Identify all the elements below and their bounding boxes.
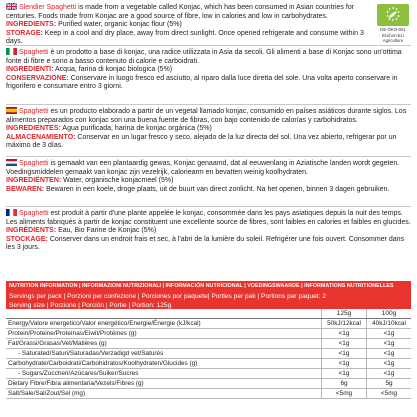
eu-organic-logo (375, 4, 411, 43)
nutrient-label: Salt/Sale/Sal/Zout/Sel (mg) (6, 389, 322, 399)
value-100g: 40kJ/10kcal (367, 319, 412, 329)
value-125g: 50kJ/12kcal (322, 319, 367, 329)
lang-block-nl (6, 159, 411, 194)
eu-cert-text: EU/non-EU Agriculture (382, 33, 404, 43)
uk-flag-icon (6, 3, 17, 10)
storage-text: Keep in a cool and dry place, away from direct sunlight. Once opened refrigerate and consume within 3 days. (6, 29, 364, 46)
table-row (6, 329, 411, 339)
spain-flag-icon (6, 107, 17, 114)
column-header-125g: 125g (322, 309, 367, 319)
value-125g: <5mg (322, 389, 367, 399)
divider (6, 156, 411, 157)
ingredients-label: INGREDIËNTEN: (6, 177, 62, 185)
divider (6, 206, 411, 207)
storage-label: STOCKAGE: (6, 235, 48, 243)
ingredients-label: INGREDIENTES: (6, 125, 61, 133)
nutrition-title: NUTRITION INFORMATION | INFORMAZIONI NUTRIZIONALI | INFORMACIÓN NUTRICIONAL | VOEDINGSWAARDE | INFORMATIONS NUTRITIONELLES (9, 283, 394, 289)
nutrient-label: - Saturated/Saturi/Saturadas/Verzadigd vet/Saturés (6, 349, 322, 359)
ingredients-label: INGRÉDIENTS: (6, 227, 57, 235)
brand-name: Spaghetti (19, 210, 49, 217)
value-100g: <1g (367, 369, 412, 379)
ingredients-text: Water, organische konjacmeel (5%) (61, 177, 174, 185)
value-125g: 6g (322, 379, 367, 389)
value-125g: <1g (322, 329, 367, 339)
ingredients-text: Acqua, farina di konjac biologica (5%) (53, 66, 173, 74)
servings-per-pack: Servings per pack | Porzioni per confezione | Porciones por paquete| Porties per pak | Portions par paquet: 2 (9, 293, 326, 300)
table-row (6, 369, 411, 379)
table-row (6, 349, 411, 359)
nutrient-label: Fat/Grassi/Grasas/Vet/Matières (g) (6, 339, 322, 349)
ingredients-text: Purified water, organic konjac flour (5%) (56, 21, 182, 29)
storage-text: Conserver dans un endroit frais et sec, à l'abri de la lumière du soleil. Refrigérer une fois ouvert. Consommer dans les 3 jours. (6, 235, 405, 252)
divider (6, 104, 411, 105)
storage-label: STORAGE: (6, 29, 43, 37)
storage-label: BEWAREN: (6, 185, 45, 193)
lang-block-fr (6, 209, 411, 253)
ingredients-label: INGREDIENTI: (6, 66, 54, 74)
serving-size: Serving size | Porzione | Porción | Portie | Portion: 125g (9, 302, 172, 309)
ingredients-text: Agua purificada, harina de konjac orgánica (5%) (60, 125, 212, 133)
value-100g: 5g (367, 379, 412, 389)
table-row (6, 359, 411, 369)
lang-block-es (6, 107, 411, 151)
value-125g: <1g (322, 339, 367, 349)
storage-label: ALMACENAMIENTO: (6, 133, 76, 141)
brand-name: Slendier Spaghetti (19, 4, 77, 11)
description: es un producto elaborado a partir de un vegetal llamado konjac, consumido en países asiáticos durante siglos. Los alimentos preparados con konjac son una buena fuente de fibras, con bajo contenido de calorías y carbohidratos. (6, 108, 407, 124)
table-row (6, 379, 411, 389)
nutrient-label: Carbohydrate/Carboidrati/Carbohidratos/Koolhydraten/Glucides (g) (6, 359, 322, 369)
column-header-100g: 100g (367, 309, 412, 319)
netherlands-flag-icon (6, 159, 17, 166)
table-row (6, 389, 411, 399)
ingredients-label: INGREDIENTS: (6, 21, 57, 29)
nutrient-label: - Sugars/Zuccheri/Azúcares/Suiker/Sucres (6, 369, 322, 379)
brand-name: Spaghetti (19, 108, 49, 115)
nutrient-label: Protein/Proteine/Proteínas/Eiwit/Protéines (g) (6, 329, 322, 339)
nutrient-label: Dietary Fibre/Fibra alimentaria/Vezels/Fibres (g) (6, 379, 322, 389)
lang-block-it (6, 48, 411, 92)
description: is gemaakt van een plantaardig gewas, Konjac genaamd, dat al eeuwenlang in Aziatische landen wordt gegeten. Voedingsmiddelen gemaakt van konjac zijn vezelrijk, caloriearm en bevatten weinig koolhydraten. (6, 160, 400, 176)
value-100g: <5mg (367, 389, 412, 399)
brand-name: Spaghetti (19, 160, 49, 167)
description: est produit à partir d'une plante appelée le konjac, consommée dans les pays asiatiques depuis la nuit des temps. Les aliments fabriqués à partir de konjac constituent une excellente source de fibres, sont faibles en calories et faibles en glucides. (6, 210, 411, 226)
value-100g: <1g (367, 349, 412, 359)
storage-text: Bewaren in een koele, droge plaats, uit de buurt van direct zonlicht. Na het openen, binnen 3 dagen gebruiken. (44, 185, 390, 193)
eu-leaf-icon (377, 4, 409, 26)
nutrition-panel (6, 281, 411, 399)
italy-flag-icon (6, 48, 17, 55)
storage-text: Conservar en un lugar fresco y seco, alejado de la luz directa del sol. Una vez abierto, refrigerar por un máximo de 3 días. (6, 133, 397, 150)
nutrition-table (6, 309, 411, 399)
nutrient-label: Energy/Valore energetico/Valor energético/Energie/Énergie (kJ/kcal) (6, 319, 322, 329)
description: è un prodotto a base di konjac, una radice utilizzata in Asia da secoli. Gli alimenti a base di Konjac sono un'ottima fonte di fibre e sono a basso contenuto di calorie e carboidrati. (6, 49, 402, 65)
france-flag-icon (6, 209, 17, 216)
nutrition-header (6, 281, 411, 309)
divider (6, 45, 411, 46)
table-row (6, 339, 411, 349)
header-label-cell (6, 309, 322, 319)
value-100g: <1g (367, 359, 412, 369)
value-125g: <1g (322, 349, 367, 359)
value-100g: <1g (367, 329, 412, 339)
lang-block-en (6, 3, 376, 47)
table-header-row (6, 309, 411, 319)
value-125g: <1g (322, 369, 367, 379)
brand-name: Spaghetti (19, 49, 49, 56)
value-125g: <1g (322, 359, 367, 369)
eu-cert-code: DE-ÖKO-001 (380, 27, 406, 32)
value-100g: <1g (367, 339, 412, 349)
description: is made from a vegetable called Konjac, which has been consumed in Asian countries for centuries. Foods made from Konjac are a good source of fibre, low in calories and low in carbohydrates. (6, 4, 355, 20)
storage-text: Conservare in luogo fresco ed asciutto, al riparo dalla luce diretta del sole. Una volta aperto conservare in frigorifero e consumare entro 3 giorni. (6, 74, 398, 91)
table-row (6, 319, 411, 329)
storage-label: CONSERVAZIONE: (6, 74, 69, 82)
ingredients-text: Eau, Bio Farine de Konjac (5%) (56, 227, 157, 235)
